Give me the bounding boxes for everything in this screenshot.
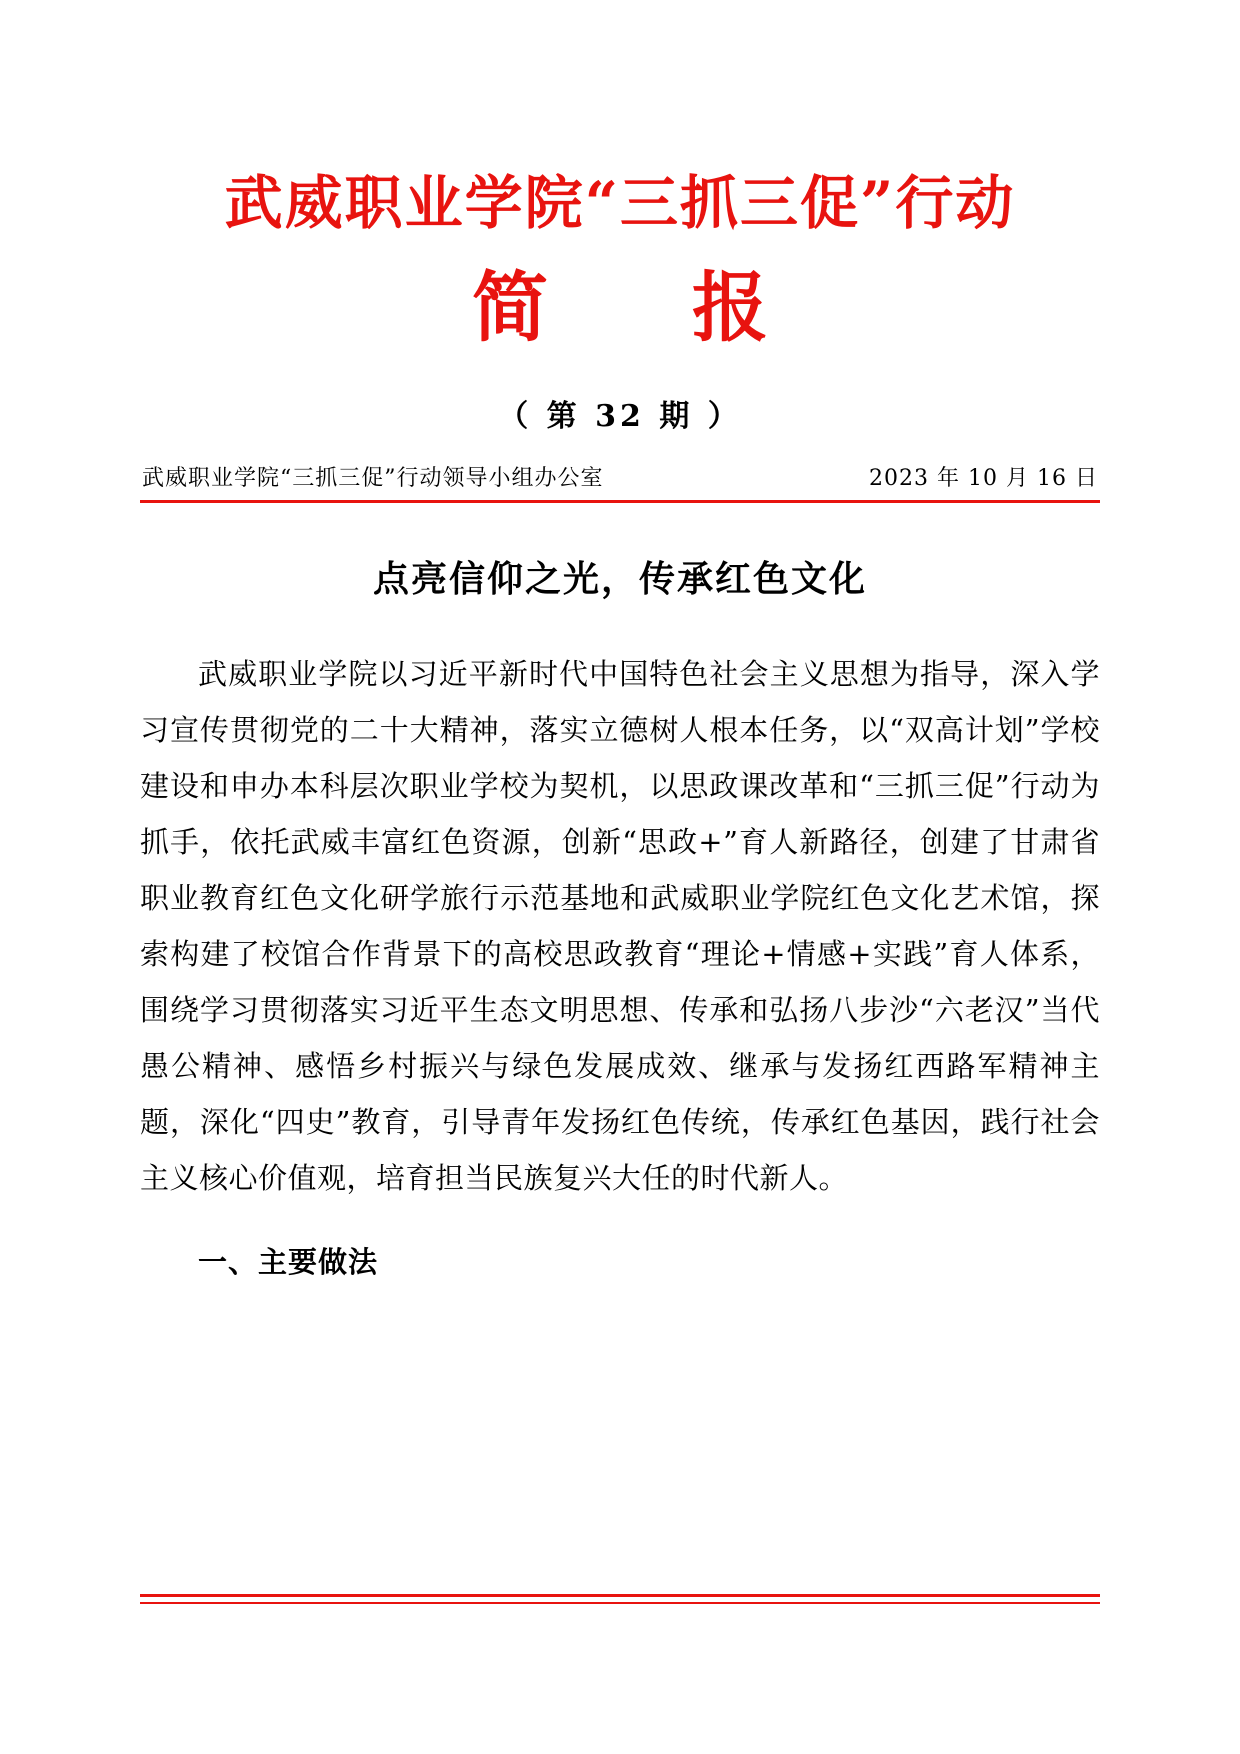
publication-date: 2023 年 10 月 16 日 <box>869 465 1098 491</box>
article-title: 点亮信仰之光，传承红色文化 <box>372 557 867 600</box>
footer-divider <box>140 1594 1100 1604</box>
article-body <box>140 646 1100 1206</box>
header-divider-rule <box>140 500 1100 503</box>
masthead-title-line1: 武威职业学院“三抓三促”行动 <box>224 169 1016 237</box>
section-heading-1: 一、主要做法 <box>198 1244 379 1279</box>
issuing-office: 武威职业学院“三抓三促”行动领导小组办公室 <box>142 465 604 491</box>
masthead-title-line2: 简 报 <box>472 262 802 352</box>
masthead <box>140 0 1100 435</box>
issue-number: （ 第 32 期 ） <box>498 398 742 434</box>
body-paragraph-1: 武威职业学院以习近平新时代中国特色社会主义思想为指导，深入学习宣传贯彻党的二十大精神，落实立德树人根本任务，以“双高计划”学校建设和申办本科层次职业学校为契机，以思政课改革和“三抓三促”行动为抓手，依托武威丰富红色资源，创新“思政+”育人新路径，创建了甘肃省职业教育红色文化研学旅行示范基地和武威职业学院红色文化艺术馆，探索构建了校馆合作背景下的高校思政教育“理论+情感+实践”育人体系，围绕学习贯彻落实习近平生态文明思想、传承和弘扬八步沙“六老汉”当代愚公精神、感悟乡村振兴与绿色发展成效、继承与发扬红西路军精神主题，深化“四史”教育，引导青年发扬红色传统，传承红色基因，践行社会主义核心价值观，培育担当民族复兴大任的时代新人。 <box>140 656 1100 1195</box>
footer-rule-top <box>140 1594 1100 1597</box>
footer-rule-bottom <box>140 1602 1100 1604</box>
byline-row <box>140 461 1100 500</box>
